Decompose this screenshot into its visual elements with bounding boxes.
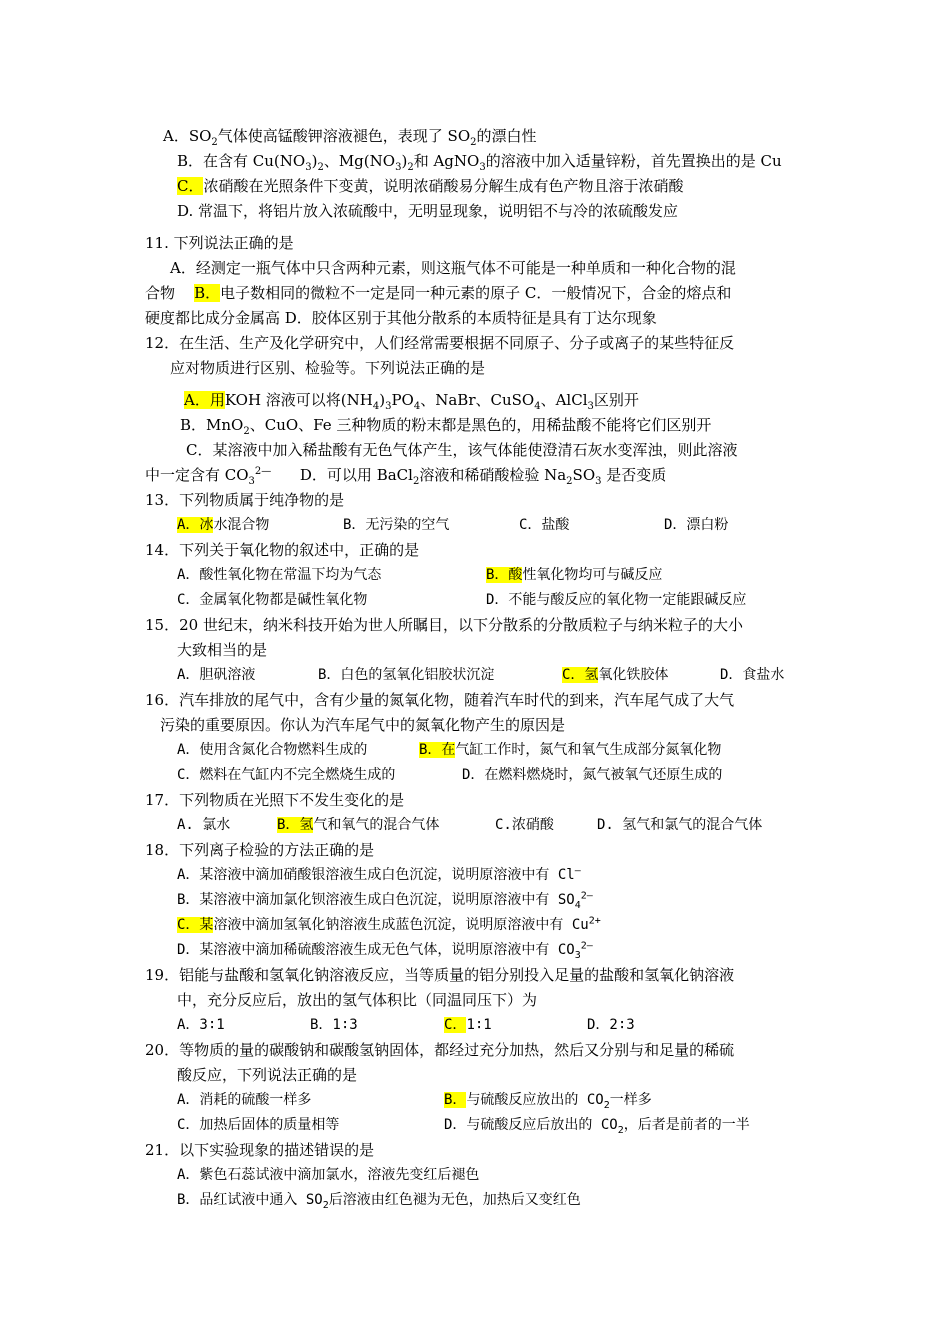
q21-option-b: B．品红试液中通入 $SO_2$后溶液由红色褪为无色，加热后又变红色 [177,1192,581,1211]
q18-stem: 18．下列离子检验的方法正确的是 [145,841,375,859]
q14-stem: 14．下列关于氧化物的叙述中，正确的是 [145,541,420,559]
q19-option-b: B．1∶3 [310,1017,358,1033]
q19-option-d: D．2∶3 [587,1017,635,1033]
q11-line-2: 合物 B．电子数相同的微粒不一定是同一种元素的原子 C．一般情况下，合金的熔点和 [145,284,732,302]
q19-option-a: A．3∶1 [177,1017,225,1033]
q12-option-a: A．用KOH 溶液可以将$(NH_4)_3PO_4$、NaBr、CuSO$_4$、AlCl$_3$区别开 [184,391,639,412]
q13-option-d: D．漂白粉 [664,517,729,533]
q14-option-c: C．金属氧化物都是碱性氧化物 [177,592,368,608]
answer-highlight: C． [444,1017,467,1033]
q10-option-b: B．在含有 $Cu(NO_3)_2$、$Mg(NO_3)_2$和 AgNO$_3$的溶液中加入适量锌粉，首先置换出的是 Cu [177,152,782,173]
q12-option-b: B．MnO$_2$、CuO、Fe 三种物质的粉末都是黑色的，用稀盐酸不能将它们区别开 [180,416,712,437]
q19-stem-1: 19．铝能与盐酸和氢氧化钠溶液反应，当等质量的铝分别投入足量的盐酸和氢氧化钠溶液 [145,966,735,984]
answer-highlight: B． [444,1092,467,1108]
q20-stem-2: 酸反应，下列说法正确的是 [177,1066,358,1084]
q16-option-d: D．在燃料燃烧时，氮气被氧气还原生成的 [462,767,723,783]
q20-stem-1: 20．等物质的量的碳酸钠和碳酸氢钠固体，都经过充分加热，然后又分别与和足量的稀硫 [145,1041,735,1059]
q12-option-c-line-1: C．某溶液中加入稀盐酸有无色气体产生，该气体能使澄清石灰水变浑浊，则此溶液 [186,441,738,459]
q16-option-c: C．燃料在气缸内不完全燃烧生成的 [177,767,396,783]
answer-highlight: B． [194,284,221,302]
q10-option-c: C．浓硝酸在光照条件下变黄，说明浓硝酸易分解生成有色产物且溶于浓硝酸 [177,177,684,195]
q16-stem-2: 污染的重要原因。你认为汽车尾气中的氮氧化物产生的原因是 [160,716,566,734]
q20-option-d: D．与硫酸反应后放出的 $CO_2$，后者是前者的一半 [444,1117,750,1136]
q13-option-b: B．无污染的空气 [343,517,450,533]
q18-option-c: C．某溶液中滴加氢氧化钠溶液生成蓝色沉淀，说明原溶液中有 $Cu^{2+}$ [177,915,601,933]
q10-option-a: A．$SO_2$气体使高锰酸钾溶液褪色，表现了 $SO_2$的漂白性 [163,127,537,148]
q12-stem-2: 应对物质进行区别、检验等。下列说法正确的是 [170,359,486,377]
answer-highlight: B．在 [419,742,456,758]
q15-stem-2: 大致相当的是 [177,641,268,659]
q12-stem-1: 12．在生活、生产及化学研究中，人们经常需要根据不同原子、分子或离子的某些特征反 [145,334,735,352]
q17-option-d: D. 氢气和氯气的混合气体 [597,817,763,833]
q15-option-a: A．胆矾溶液 [177,667,256,683]
q20-option-c: C．加热后固体的质量相等 [177,1117,340,1133]
answer-highlight: C． [177,177,204,195]
answer-highlight: B．酸 [486,567,523,583]
q15-option-d: D．食盐水 [720,667,785,683]
q16-option-a: A．使用含氮化合物燃料生成的 [177,742,368,758]
q11-line-3: 硬度都比成分金属高 D．胶体区别于其他分散系的本质特征是具有丁达尔现象 [145,309,657,327]
q15-option-b: B．白色的氢氧化铝胶状沉淀 [318,667,495,683]
q11-stem: 11. 下列说法正确的是 [145,234,294,252]
q18-option-b: B．某溶液中滴加氯化钡溶液生成白色沉淀，说明原溶液中有 $SO_4^{2—}$ [177,890,593,911]
q15-stem-1: 15．20 世纪末，纳米科技开始为世人所瞩目，以下分散系的分散质粒子与纳米粒子的大小 [145,616,743,634]
answer-highlight: C．某 [177,917,214,933]
q17-stem: 17．下列物质在光照下不发生变化的是 [145,791,405,809]
q12-option-c-line-2: 中一定含有 $CO_3^{2—}$ D．可以用 BaCl$_2$溶液和稀硝酸检验 $Na_2SO_3$ 是否变质 [145,466,667,487]
answer-highlight: A．用 [184,391,225,409]
q21-stem: 21．以下实验现象的描述错误的是 [145,1141,375,1159]
q18-option-a: A．某溶液中滴加硝酸银溶液生成白色沉淀，说明原溶液中有 Cl— [177,865,581,883]
answer-highlight: A．冰 [177,517,214,533]
q17-option-c: C.浓硝酸 [495,817,554,833]
q16-stem-1: 16．汽车排放的尾气中，含有少量的氮氧化物，随着汽车时代的到来，汽车尾气成了大气 [145,691,735,709]
q16-option-b: B．在气缸工作时，氮气和氧气生成部分氮氧化物 [419,742,722,758]
q21-option-a: A．紫色石蕊试液中滴加氯水，溶液先变红后褪色 [177,1167,480,1183]
answer-highlight: C．氢 [562,667,599,683]
q18-option-d: D．某溶液中滴加稀硫酸溶液生成无色气体，说明原溶液中有 $CO_3^{2—}$ [177,940,593,961]
q13-option-a: A．冰水混合物 [177,517,270,533]
q14-option-d: D．不能与酸反应的氧化物一定能跟碱反应 [486,592,747,608]
answer-highlight: B．氢 [277,817,314,833]
q11-line-1: A．经测定一瓶气体中只含两种元素，则这瓶气体不可能是一种单质和一种化合物的混 [170,259,736,277]
q13-option-c: C．盐酸 [519,517,570,533]
q20-option-b: B．与硫酸反应放出的 $CO_2$一样多 [444,1092,652,1111]
q10-option-d: D. 常温下，将铝片放入浓硫酸中，无明显现象，说明铝不与冷的浓硫酸发应 [177,202,679,220]
q19-option-c: C．1∶1 [444,1017,492,1033]
q17-option-b: B．氢气和氧气的混合气体 [277,817,440,833]
q20-option-a: A．消耗的硫酸一样多 [177,1092,312,1108]
q15-option-c: C．氢氧化铁胶体 [562,667,669,683]
q17-option-a: A. 氯水 [177,817,231,833]
q14-option-a: A．酸性氧化物在常温下均为气态 [177,567,382,583]
q13-stem: 13．下列物质属于纯净物的是 [145,491,345,509]
q14-option-b: B．酸性氧化物均可与碱反应 [486,567,663,583]
q19-stem-2: 中，充分反应后，放出的氢气体积比（同温同压下）为 [177,991,538,1009]
